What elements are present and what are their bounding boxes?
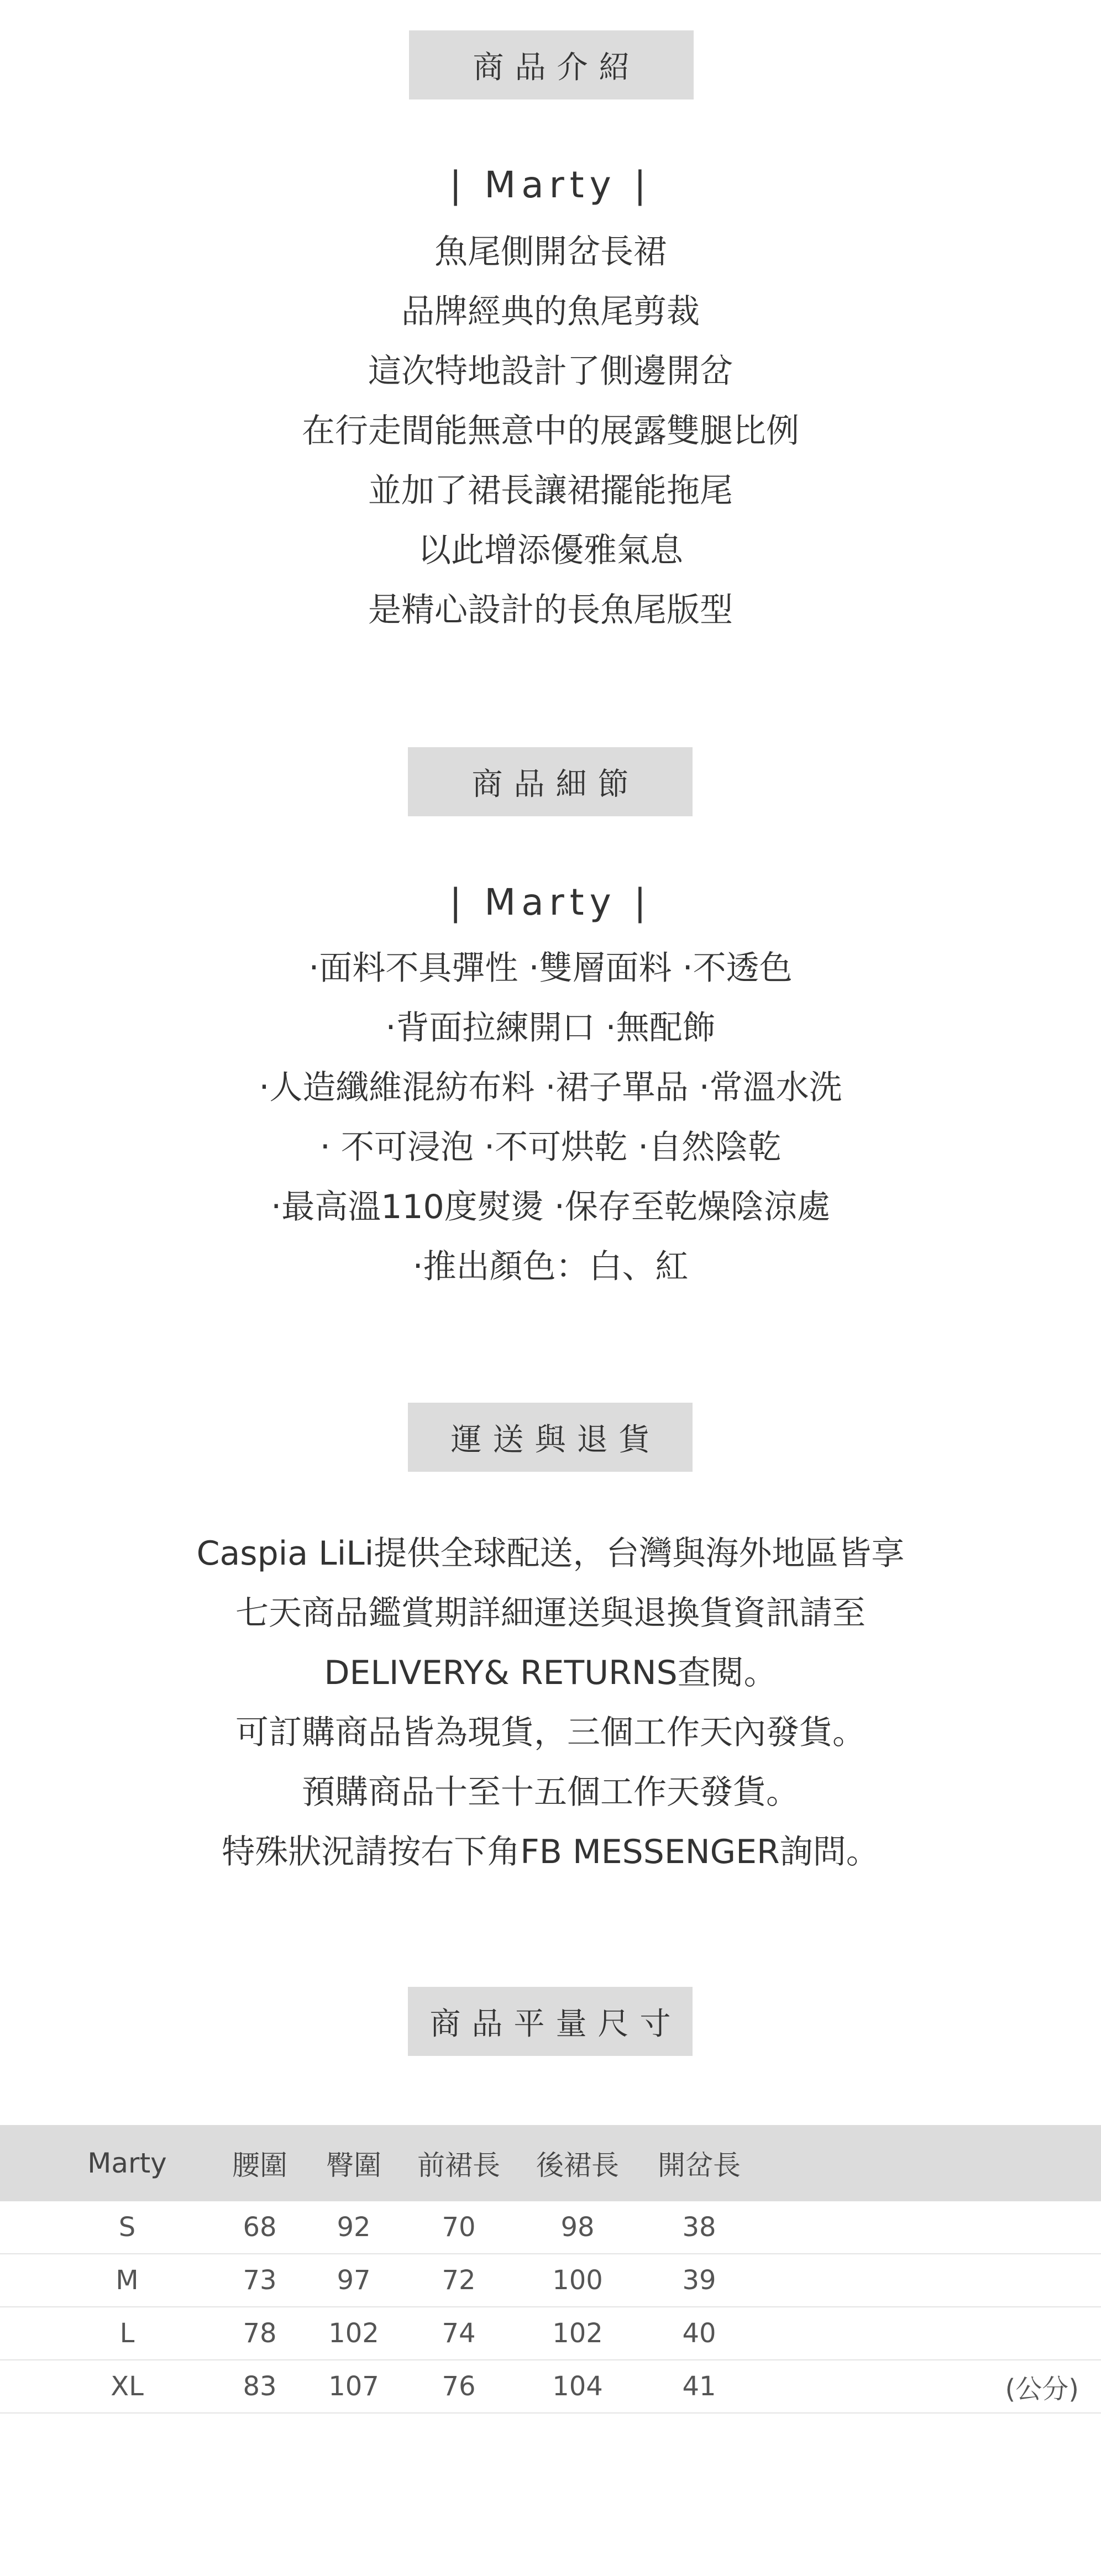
- table-cell: 97: [337, 2265, 371, 2296]
- shipping-line: 特殊狀況請按右下角FB MESSENGER詢問。: [222, 1833, 879, 1871]
- table-row: [0, 2254, 1101, 2307]
- intro-line: 品牌經典的魚尾剪裁: [401, 292, 700, 331]
- column-header-waist: 腰圍: [232, 2149, 287, 2181]
- column-header-back-length: 後裙長: [536, 2149, 619, 2181]
- shipping-line: 可訂購商品皆為現貨，三個工作天內發貨。: [235, 1713, 866, 1752]
- detail-line: ‧推出顏色：白、紅: [412, 1247, 689, 1286]
- section-header-intro: 商品介紹: [409, 30, 694, 99]
- section-header-details: 商品細節: [408, 747, 693, 816]
- detail-line: ‧面料不具彈性 ‧雙層面料 ‧不透色: [308, 949, 793, 988]
- shipping-line: 預購商品十至十五個工作天發貨。: [302, 1773, 799, 1812]
- intro-line: 魚尾側開岔長裙: [434, 233, 667, 271]
- shipping-line: Caspia LiLi提供全球配送，台灣與海外地區皆享: [196, 1534, 905, 1573]
- size-table: [0, 2125, 1101, 2414]
- table-cell: 72: [442, 2265, 476, 2296]
- detail-line: ‧人造纖維混紡布料 ‧裙子單品 ‧常溫水洗: [259, 1068, 842, 1107]
- intro-line: 是精心設計的長魚尾版型: [368, 591, 733, 629]
- column-header-model: Marty: [87, 2147, 167, 2179]
- intro-line: 這次特地設計了側邊開岔: [368, 352, 733, 391]
- shipping-line: 七天商品鑑賞期詳細運送與退換貨資訊請至: [235, 1594, 866, 1633]
- intro-line: 在行走間能無意中的展露雙腿比例: [302, 412, 799, 450]
- shipping-line: DELIVERY& RETURNS查閱。: [324, 1654, 777, 1692]
- table-cell: 102: [328, 2318, 379, 2349]
- section-header-shipping: 運送與退貨: [408, 1403, 693, 1472]
- column-header-slit-length: 開岔長: [658, 2149, 741, 2181]
- table-cell: 38: [682, 2212, 716, 2243]
- detail-line: ‧ 不可浸泡 ‧不可烘乾 ‧自然陰乾: [319, 1128, 782, 1167]
- table-cell: 78: [243, 2318, 277, 2349]
- table-cell: 39: [682, 2265, 716, 2296]
- table-cell: 40: [682, 2318, 716, 2349]
- table-row: [0, 2201, 1101, 2254]
- unit-label: (公分): [1005, 2373, 1079, 2405]
- table-cell: 68: [243, 2212, 277, 2243]
- shipping-info: [0, 1524, 1101, 1882]
- size-label: S: [118, 2212, 136, 2243]
- intro-line: 以此增添優雅氣息: [418, 531, 683, 570]
- brand-name-intro: | Marty |: [449, 164, 652, 206]
- table-cell: 98: [560, 2212, 595, 2243]
- brand-name-details: | Marty |: [449, 881, 652, 924]
- table-row: [0, 2360, 1101, 2414]
- section-header-size: 商品平量尺寸: [408, 1987, 693, 2056]
- table-cell: 41: [682, 2371, 716, 2402]
- size-label: L: [119, 2318, 135, 2349]
- detail-line: ‧背面拉練開口 ‧無配飾: [385, 1009, 716, 1047]
- table-cell: 102: [552, 2318, 603, 2349]
- column-header-front-length: 前裙長: [417, 2149, 500, 2181]
- table-cell: 92: [337, 2212, 371, 2243]
- table-row: [0, 2307, 1101, 2360]
- details-list: [0, 938, 1101, 1297]
- table-cell: 70: [442, 2212, 476, 2243]
- size-table-header: [0, 2125, 1101, 2201]
- size-label: XL: [111, 2371, 144, 2402]
- table-cell: 107: [328, 2371, 379, 2402]
- table-cell: 73: [243, 2265, 277, 2296]
- table-cell: 104: [552, 2371, 603, 2402]
- intro-line: 並加了裙長讓裙擺能拖尾: [368, 471, 733, 510]
- intro-description: [0, 222, 1101, 640]
- table-cell: 74: [442, 2318, 476, 2349]
- detail-line: ‧最高溫110度熨燙 ‧保存至乾燥陰涼處: [271, 1188, 830, 1226]
- column-header-hip: 臀圍: [326, 2149, 381, 2181]
- size-label: M: [116, 2265, 139, 2296]
- table-cell: 83: [243, 2371, 277, 2402]
- table-cell: 76: [442, 2371, 476, 2402]
- table-cell: 100: [552, 2265, 603, 2296]
